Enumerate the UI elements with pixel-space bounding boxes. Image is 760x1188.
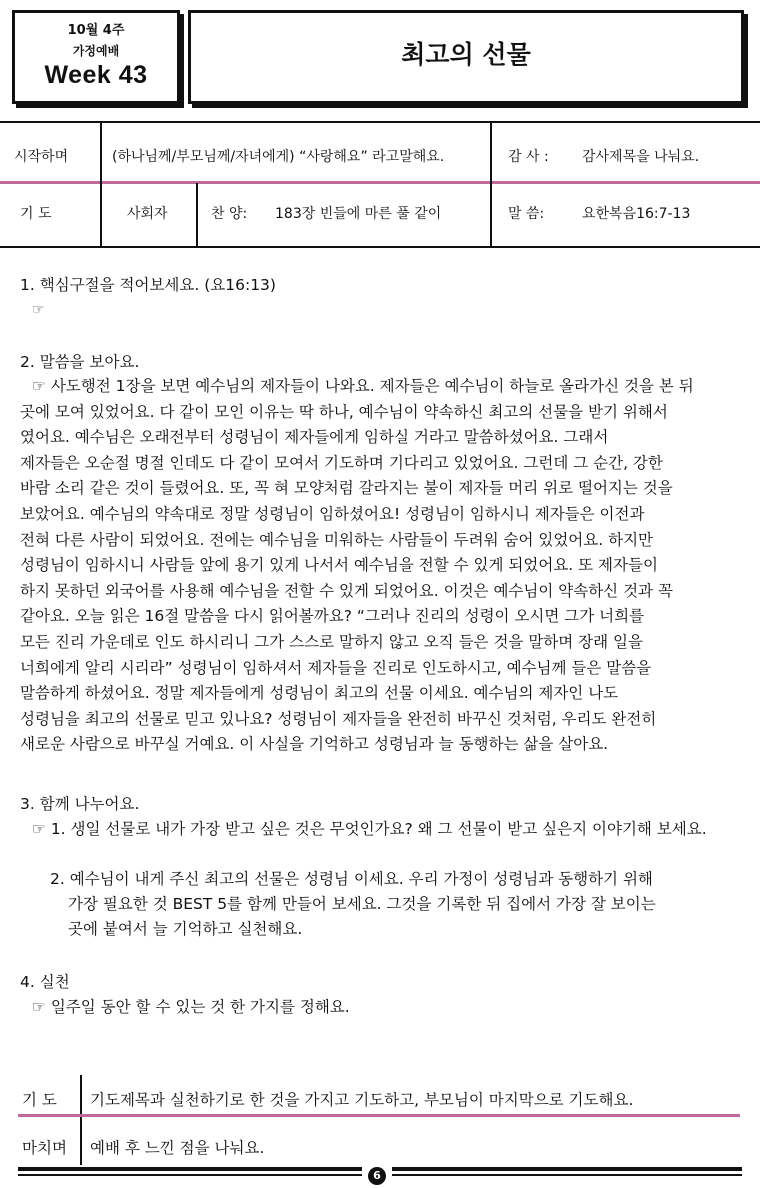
footer-prayer-label: 기 도: [22, 1091, 57, 1109]
info-divider-1: [100, 121, 102, 247]
leader-label: 사회자: [127, 206, 168, 222]
section-1-title: 1. 핵심구절을 적어보세요. (요16:13): [20, 276, 276, 294]
sermon-line: 모든 진리 가운데로 인도 하시리니 그가 스스로 말하지 않고 오직 들은 것을 말하며 장래 일을: [20, 632, 643, 651]
info-mid-rule: [0, 181, 760, 184]
footer-divider: [80, 1075, 82, 1165]
info-divider-3: [196, 183, 198, 246]
week-date: 10월 4주: [67, 23, 125, 38]
pointing-hand-icon: ☞: [32, 302, 45, 318]
share-question-1: ☞ 1. 생일 선물로 내가 가장 받고 싶은 것은 무엇인가요? 왜 그 선물이 받고 싶은지 이야기해 보세요.: [32, 820, 707, 838]
share-question-2-line: 2. 예수님이 내게 주신 최고의 선물은 성령님 이세요. 우리 가정이 성령님과 동행하기 위해: [50, 870, 653, 888]
sermon-line: 성령님을 최고의 선물로 믿고 있나요? 성령님이 제자들을 완전히 바꾸신 것처럼, 우리도 완전히: [20, 709, 657, 728]
worship-type: 가정예배: [72, 44, 120, 58]
footer-mid-rule: [18, 1114, 740, 1117]
share-question-2-line: 곳에 붙여서 늘 기억하고 실천해요.: [68, 920, 303, 938]
sermon-line: 성령님이 임하시니 사람들 앞에 용기 있게 나서서 예수님을 전할 수 있게 되었어요. 또 제자들이: [20, 556, 658, 575]
footer-bar-right-thin: [392, 1174, 742, 1176]
footer-end-label: 마치며: [22, 1139, 67, 1157]
sermon-line: 새로운 사람으로 바꾸실 거예요. 이 사실을 기억하고 성령님과 늘 동행하는 삶을 살아요.: [20, 735, 609, 754]
sermon-line: 말씀하게 하셨어요. 정말 제자들에게 성령님이 최고의 선물 이세요. 예수님의 제자인 나도: [20, 684, 619, 703]
title-box: [188, 10, 744, 104]
section-2-title: 2. 말씀을 보아요.: [20, 353, 140, 371]
sermon-line: 제자들은 오순절 명절 인데도 다 같이 모여서 기도하며 기다리고 있었어요. 그런데 그 순간, 강한: [20, 453, 663, 472]
word-text: 요한복음16:7-13: [582, 206, 691, 222]
word-label: 말 씀:: [508, 206, 545, 222]
prayer-label: 기 도: [20, 206, 52, 222]
sermon-line: 하지 못하던 외국어를 사용해 예수님을 전할 수 있게 되었어요. 이것은 예수님이 약속하신 것과 꼭: [20, 581, 673, 600]
info-divider-2: [490, 121, 492, 247]
section-3-title: 3. 함께 나누어요.: [20, 795, 140, 813]
page-number: 6: [368, 1167, 386, 1185]
footer-end-text: 예배 후 느낀 점을 나눠요.: [90, 1139, 265, 1157]
thanks-text: 감사제목을 나눠요.: [582, 149, 700, 165]
sermon-line: 곳에 모여 있었어요. 다 같이 모인 이유는 딱 하나, 예수님이 약속하신 최고의 선물을 받기 위해서: [20, 402, 668, 421]
hymn-text: 183장 빈들에 마른 풀 같이: [275, 206, 442, 222]
sermon-line: 보았어요. 예수님의 약속대로 정말 성령님이 임하셨어요! 성령님이 임하시니 제자들은 이전과: [20, 504, 645, 523]
footer-bar-right: [392, 1167, 742, 1171]
info-bottom-rule: [0, 246, 760, 248]
page-title: 최고의 선물: [401, 40, 531, 69]
start-label: 시작하며: [14, 149, 69, 165]
footer-prayer-text: 기도제목과 실천하기로 한 것을 가지고 기도하고, 부모님이 마지막으로 기도해요.: [90, 1091, 634, 1109]
sermon-line: 바람 소리 같은 것이 들렸어요. 또, 꼭 혀 모양처럼 갈라지는 불이 제자들 머리 위로 떨어지는 것을: [20, 479, 673, 498]
sermon-text: [20, 374, 745, 758]
thanks-label: 감 사 :: [508, 149, 549, 165]
share-question-2-line: 가장 필요한 것 BEST 5를 함께 만들어 보세요. 그것을 기록한 뒤 집에서 가장 잘 보이는: [68, 895, 656, 913]
share-question-2: [50, 867, 740, 942]
start-text: (하나님께/부모님께/자녀에게) “사랑해요” 라고말해요.: [112, 149, 445, 165]
sermon-line: 전혀 다른 사람이 되었어요. 전에는 예수님을 미워하는 사람들이 두려워 숨어 있었어요. 하지만: [20, 530, 654, 549]
hymn-label: 찬 양:: [211, 206, 248, 222]
footer-bar-left: [18, 1167, 362, 1171]
info-top-rule: [0, 121, 760, 123]
week-box: [12, 10, 180, 104]
week-number: Week 43: [44, 61, 148, 89]
sermon-line: 같아요. 오늘 읽은 16절 말씀을 다시 읽어볼까요? “그러나 진리의 성령이 오시면 그가 너희를: [20, 607, 645, 626]
sermon-line: ☞ 사도행전 1장을 보면 예수님의 제자들이 나와요. 제자들은 예수님이 하늘로 올라가신 것을 본 뒤: [32, 377, 694, 395]
practice-text: ☞ 일주일 동안 할 수 있는 것 한 가지를 정해요.: [32, 998, 350, 1016]
sermon-line: 너희에게 알리 시리라” 성령님이 임하셔서 제자들을 진리로 인도하시고, 예수님께 들은 말씀을: [20, 658, 652, 677]
sermon-line: 였어요. 예수님은 오래전부터 성령님이 제자들에게 임하실 거라고 말씀하셨어요. 그래서: [20, 428, 609, 447]
footer-bar-left-thin: [18, 1174, 362, 1176]
section-4-title: 4. 실천: [20, 973, 70, 991]
